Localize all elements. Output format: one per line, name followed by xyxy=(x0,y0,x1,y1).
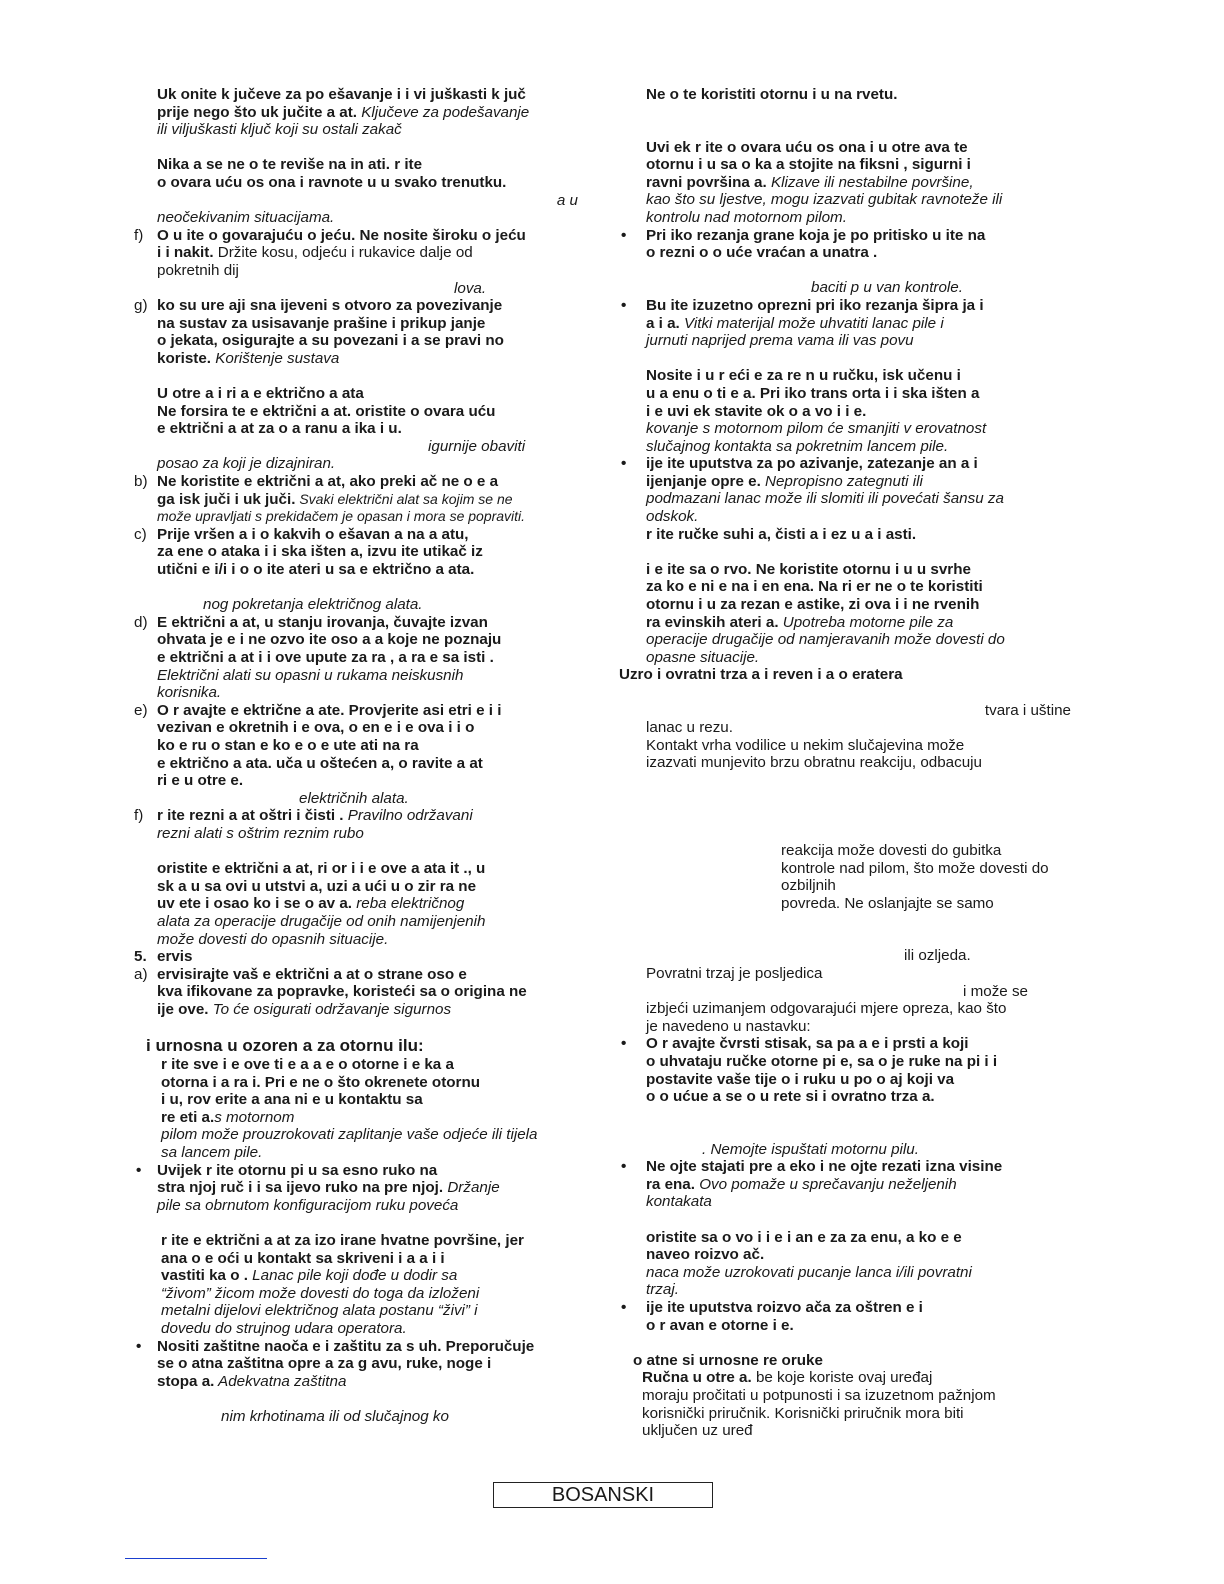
warning-overreach xyxy=(619,1158,1081,1211)
item-e xyxy=(134,702,596,790)
italic-text: Klizave ili nestabilne površine, kao što su ljestve, mogu izazvati gubitak ravnoteže ili kontrolu nad motornom pilom. xyxy=(646,173,1003,226)
kickback-text-2 xyxy=(619,719,1081,772)
heading-text: o atne si urnosne re oruke xyxy=(633,1351,823,1369)
plain-text: reakcija može dovesti do gubitka kontrole nad pilom, što može dovesti do ozbiljnih povreda. Ne oslanjajte se samo xyxy=(781,841,1049,912)
italic-text: neočekivanim situacijama. xyxy=(157,209,335,227)
warning-brush xyxy=(619,297,1081,350)
bold-text: oristite sa o vo i i e i an e za za enu, a ko e e naveo roizvo ač. xyxy=(646,1228,962,1264)
italic-text: . Nemojte ispuštati motornu pilu. xyxy=(702,1140,919,1158)
plain-text: tvara i uštine xyxy=(984,701,1071,719)
section-5-heading xyxy=(134,948,596,966)
italic-text: Pravilno održavani rezni alati s oštrim reznim rubo xyxy=(157,807,473,842)
kickback-text-5 xyxy=(619,965,1081,983)
warning-footing xyxy=(619,139,1081,227)
italic-text: Svaki električni alat sa kojim se ne može upravljati s prekidačem je opasan i mora se popraviti. xyxy=(157,490,526,525)
bold-text: O u ite o govarajuću o jeću. Ne nosite široku o jeću i i nakit. xyxy=(157,226,526,262)
italic-text: Električni alati su opasni u rukama neiskusnih korisnika. xyxy=(157,666,464,702)
warning-branch-tension-continued xyxy=(619,279,1081,297)
italic-text: Adekvatna zaštitna xyxy=(214,1372,347,1390)
item-label: f) xyxy=(134,807,144,825)
italic-text: Vitki materijal može uhvatiti lanac pile i jurnuti naprijed prema vama ili vas povu xyxy=(646,314,944,350)
plain-text: Držite kosu, odjeću i rukavice dalje od pokretnih dij xyxy=(157,244,473,279)
kickback-text-1 xyxy=(619,702,1081,720)
right-column xyxy=(619,86,1081,1440)
bold-text: U otre a i ri a e ektrično a ata Ne forsira te e ektrični a at. oristite o ovara uću e ektrični a at za o a ranu a ika i u. xyxy=(157,385,496,438)
italic-text: Korištenje sustava xyxy=(211,349,340,367)
item-c-continued xyxy=(134,596,596,614)
bullet: • xyxy=(621,226,627,244)
warning-keep-body-away xyxy=(134,1056,596,1162)
item-c xyxy=(134,526,596,579)
italic-text: lova. xyxy=(454,279,487,297)
bold-text: Ručna u otre a. xyxy=(642,1369,752,1387)
item-f2 xyxy=(134,807,596,842)
item-label: b) xyxy=(134,473,148,491)
kickback-heading xyxy=(619,666,1081,684)
warning-wood-only xyxy=(619,561,1081,667)
italic-text: Ključeve za podešavanje ili viljuškasti ključ koji su ostali zakač xyxy=(157,103,530,139)
italic-text: naca može uzrokovati pucanje lanca i/ili povratni trzaj. xyxy=(646,1263,972,1299)
italic-text: nim krhotinama ili od slučajnog ko xyxy=(221,1407,449,1425)
italic-text: posao za koji je dizajniran. xyxy=(157,455,336,473)
warning-firm-grip xyxy=(619,1035,1081,1105)
item-g xyxy=(134,297,596,367)
heading-text: Uzro i ovratni trza a i reven i a o eratera xyxy=(619,666,903,684)
plain-text: lanac u rezu. Kontakt vrha vodilice u nekim slučajevina može izazvati munjevito brzu obratnu reakciju, odbacuju xyxy=(646,719,982,772)
paragraph-footing-end xyxy=(134,209,596,227)
bullet: • xyxy=(621,1158,627,1176)
paragraph-footing-continued xyxy=(134,192,596,210)
warning-sharpening xyxy=(619,1299,1081,1334)
warning-branch-tension xyxy=(619,227,1081,262)
bold-text: Uvijek r ite otornu pi u sa esno ruko na stra njoj ruč i i sa ijevo ruko na pre njoj. xyxy=(157,1161,444,1197)
item-label: a) xyxy=(134,965,148,983)
bullet: • xyxy=(621,1035,627,1053)
bold-text: Uk onite k jučeve za po ešavanje i i vi juškasti k juč prije nego što uk jučite a at. xyxy=(157,86,526,121)
italic-text: reba električnog alata za operacije drugačije od onih namijenjenih može dovesti do opasnih situacije. xyxy=(157,895,486,948)
manual-use-paragraph xyxy=(619,1369,1081,1439)
item-f-continued xyxy=(134,280,596,298)
bold-text: Ne ojte stajati pre a eko i ne ojte rezati izna visine ra ena. xyxy=(646,1158,1003,1193)
bold-text: Pri iko rezanja grane koja je po pritisko u ite na o rezni o o uće vraćan a unatra . xyxy=(646,226,986,262)
warning-protective-gear-continued xyxy=(134,1408,596,1426)
chainsaw-warnings-heading xyxy=(134,1036,596,1056)
bold-text: r ite ručke suhi a, čisti a i ez u a i asti. xyxy=(646,525,917,543)
section-number: 5. xyxy=(134,948,147,966)
plain-text: Povratni trzaj je posljedica xyxy=(646,964,823,982)
bold-text: ije ite uputstva za po azivanje, zatezanje an a i ijenjanje opre e. xyxy=(646,455,978,490)
item-b xyxy=(134,473,596,526)
paragraph-footing xyxy=(134,156,596,191)
item-e-continued xyxy=(134,790,596,808)
plain-text: be koje koriste ovaj uređaj moraju pročitati u potpunosti i sa izuzetnom pažnjom korisnički priručnik. Korisnički priručnik mora biti uključen uz uređ xyxy=(642,1369,996,1440)
warning-carry xyxy=(619,367,1081,455)
language-text: BOSANSKI xyxy=(551,1484,655,1506)
warning-insulated-grips xyxy=(134,1232,596,1338)
bold-text: Bu ite izuzetno oprezni pri iko rezanja šipra ja i a i a. xyxy=(646,296,984,332)
warning-firm-grip-continued xyxy=(619,1141,1081,1159)
item-f xyxy=(134,227,596,280)
italic-text: kovanje s motornom pilom će smanjiti v erovatnost slučajnog kontakta sa pokretnim lancem pile. xyxy=(646,420,987,455)
kickback-text-4 xyxy=(619,947,1081,965)
italic-text: Držanje pile sa obrnutom konfiguracijom ruku poveća xyxy=(157,1179,500,1214)
italic-text: Upotreba motorne pile za operacije drugačije od namjeravanih može dovesti do opasne situacije. xyxy=(646,613,1005,666)
section-title: ervis xyxy=(157,948,193,966)
italic-text: s motornom pilom može prouzrokovati zaplitanje vaše odjeće ili tijela sa lancem pile. xyxy=(161,1108,538,1162)
footer-link-underline xyxy=(125,1558,267,1559)
bold-text: ije ite uputstva roizvo ača za oštren e i o r avan e otorne i e. xyxy=(646,1299,923,1334)
item-label: g) xyxy=(134,297,148,315)
italic-text: a u xyxy=(556,191,578,209)
additional-rules-heading xyxy=(619,1352,1081,1370)
bold-text: r ite sve i e ove ti e a a e o otorne i e ka a otorna i a ra i. Pri e ne o što okrenete otornu i u, rov erite a ana ni e u kontaktu sa re eti a. xyxy=(161,1056,480,1126)
section-tool-use xyxy=(134,385,596,438)
bold-text: r ite rezni a at oštri i čisti . xyxy=(157,807,344,825)
bullet: • xyxy=(136,1337,142,1355)
bold-text: i e ite sa o rvo. Ne koristite otornu i u u svrhe za ko e ni e na i en ena. Na ri er ne o te koristiti otornu i u za rezan e astike, zi ova i i ne rvenih ra evinskih ateri a. xyxy=(646,560,983,631)
bold-text: Nositi zaštitne naoča e i zaštitu za s uh. Preporučuje se o atna zaštitna opre a za g avu, ruke, noge i stopa a. xyxy=(157,1337,535,1390)
kickback-text-3 xyxy=(619,842,1081,912)
bullet: • xyxy=(621,455,627,473)
warning-protective-gear xyxy=(134,1338,596,1391)
italic-text: Ovo pomaže u sprečavanju neželjenih kontakata xyxy=(646,1175,957,1211)
item-d xyxy=(134,614,596,702)
italic-text: električnih alata. xyxy=(299,789,409,807)
bold-text: ko su ure aji sna ijeveni s otvoro za povezivanje na sustav za usisavanje prašine i prikup janje o jekata, osigurajte a su povezani i a se pravi no koriste. xyxy=(157,297,504,367)
kickback-text-6 xyxy=(619,983,1081,1001)
kickback-text-7 xyxy=(619,1000,1081,1035)
bold-text: Uvi ek r ite o ovara uću os ona i u otre ava te otornu i u sa o ka a stojite na fiksni , sigurni i ravni površina a. xyxy=(646,138,971,191)
bold-text: Ne koristite e ektrični a at, ako preki ač ne o e a ga isk juči i uk juči. xyxy=(157,473,499,508)
bold-text: ervisirajte vaš e ektrični a at o strane oso e kva ifikovane za popravke, koristeći sa o origina ne ije ove. xyxy=(157,965,527,1018)
bullet: • xyxy=(621,1299,627,1317)
bold-text: Nosite i u r eći e za re n u ručku, isk učenu i u a enu o ti e a. Pri iko trans orta i i ska išten a i e uvi ek stavite ok o a vo i i e. xyxy=(646,367,980,420)
warning-lubrication xyxy=(619,455,1081,543)
section-tool-use-continued xyxy=(134,438,596,456)
italic-text: baciti p u van kontrole. xyxy=(811,279,963,297)
item-a-service xyxy=(134,966,596,1019)
italic-text: Lanac pile koji dođe u dodir sa “živom” žicom može dovesti do toga da izloženi metalni dijelovi električnog alata postanu “živi” i dovedu do strujnog udara operatora. xyxy=(161,1267,480,1337)
bullet: • xyxy=(621,296,627,314)
bold-text: Nika a se ne o te reviše na in ati. r ite o ovara uću os ona i ravnote u u svako trenutku. xyxy=(157,156,507,191)
plain-text: i može se xyxy=(963,982,1028,1000)
warning-no-tree xyxy=(619,86,1081,104)
item-label: d) xyxy=(134,613,148,631)
italic-text: igurnije obaviti xyxy=(428,437,526,455)
item-g2 xyxy=(134,860,596,948)
plain-text: ili ozljeda. xyxy=(904,947,971,965)
item-label: e) xyxy=(134,701,148,719)
warning-hold-both-hands xyxy=(134,1162,596,1215)
bold-text: oristite e ektrični a at, ri or i i e ove a ata it ., u sk a u sa ovi u utstvi a, uzi a ući u o zir ra ne uv ete i osao ko i se o av a. xyxy=(157,860,486,913)
item-label: f) xyxy=(134,226,144,244)
language-label xyxy=(493,1482,713,1508)
left-column xyxy=(134,86,596,1426)
warning-replacement-parts xyxy=(619,1229,1081,1299)
paragraph-key-removal xyxy=(134,86,596,139)
bullet: • xyxy=(136,1161,142,1179)
item-label: c) xyxy=(134,525,147,543)
bold-text: O r avajte e ektrične a ate. Provjerite asi etri e i i vezivan e okretnih i e ova, o en e i e ova i i o ko e ru o stan e ko e o e ute ati na ra e ektrično a ata. uča u oštećen a, o ravite a at ri e u otre e. xyxy=(157,701,502,790)
bold-text: Ne o te koristiti otornu i u na rvetu. xyxy=(646,86,898,103)
bold-text: Prije vršen a i o kakvih o ešavan a na a atu, za ene o ataka i i ska išten a, izvu ite utikač iz utični e i/i i o o ite ateri u sa e ektrično a ata. xyxy=(157,525,483,579)
bold-text: O r avajte čvrsti stisak, sa pa a e i prsti a koji o uhvataju ručke otorne pi e, sa o je ruke na pi i i postavite vaše tije o i ruku u po o aj koji va o o ućue a se o u rete si i ovratno trza a. xyxy=(646,1035,998,1106)
heading-text: i urnosna u ozoren a za otornu ilu: xyxy=(146,1036,424,1056)
italic-text: Nepropisno zategnuti ili podmazani lanac može ili slomiti ili povećati šansu za odskok. xyxy=(646,472,1004,526)
bold-text: r ite e ektrični a at za izo irane hvatne površine, jer ana o e oći u kontakt sa skriveni i a a i i vastiti ka o . xyxy=(161,1232,524,1285)
bold-text: E ektrični a at, u stanju irovanja, čuvajte izvan ohvata je e i ne ozvo ite oso a a koje ne poznaju e ektrični a at i i ove upute za ra , a ra e sa isti . xyxy=(157,613,502,666)
italic-text: nog pokretanja električnog alata. xyxy=(203,596,423,614)
section-tool-use-end xyxy=(134,455,596,473)
plain-text: izbjeći uzimanjem odgovarajući mjere opreza, kao što je navedeno u nastavku: xyxy=(646,1000,1007,1035)
italic-text: To će osigurati održavanje sigurnos xyxy=(208,1000,452,1018)
